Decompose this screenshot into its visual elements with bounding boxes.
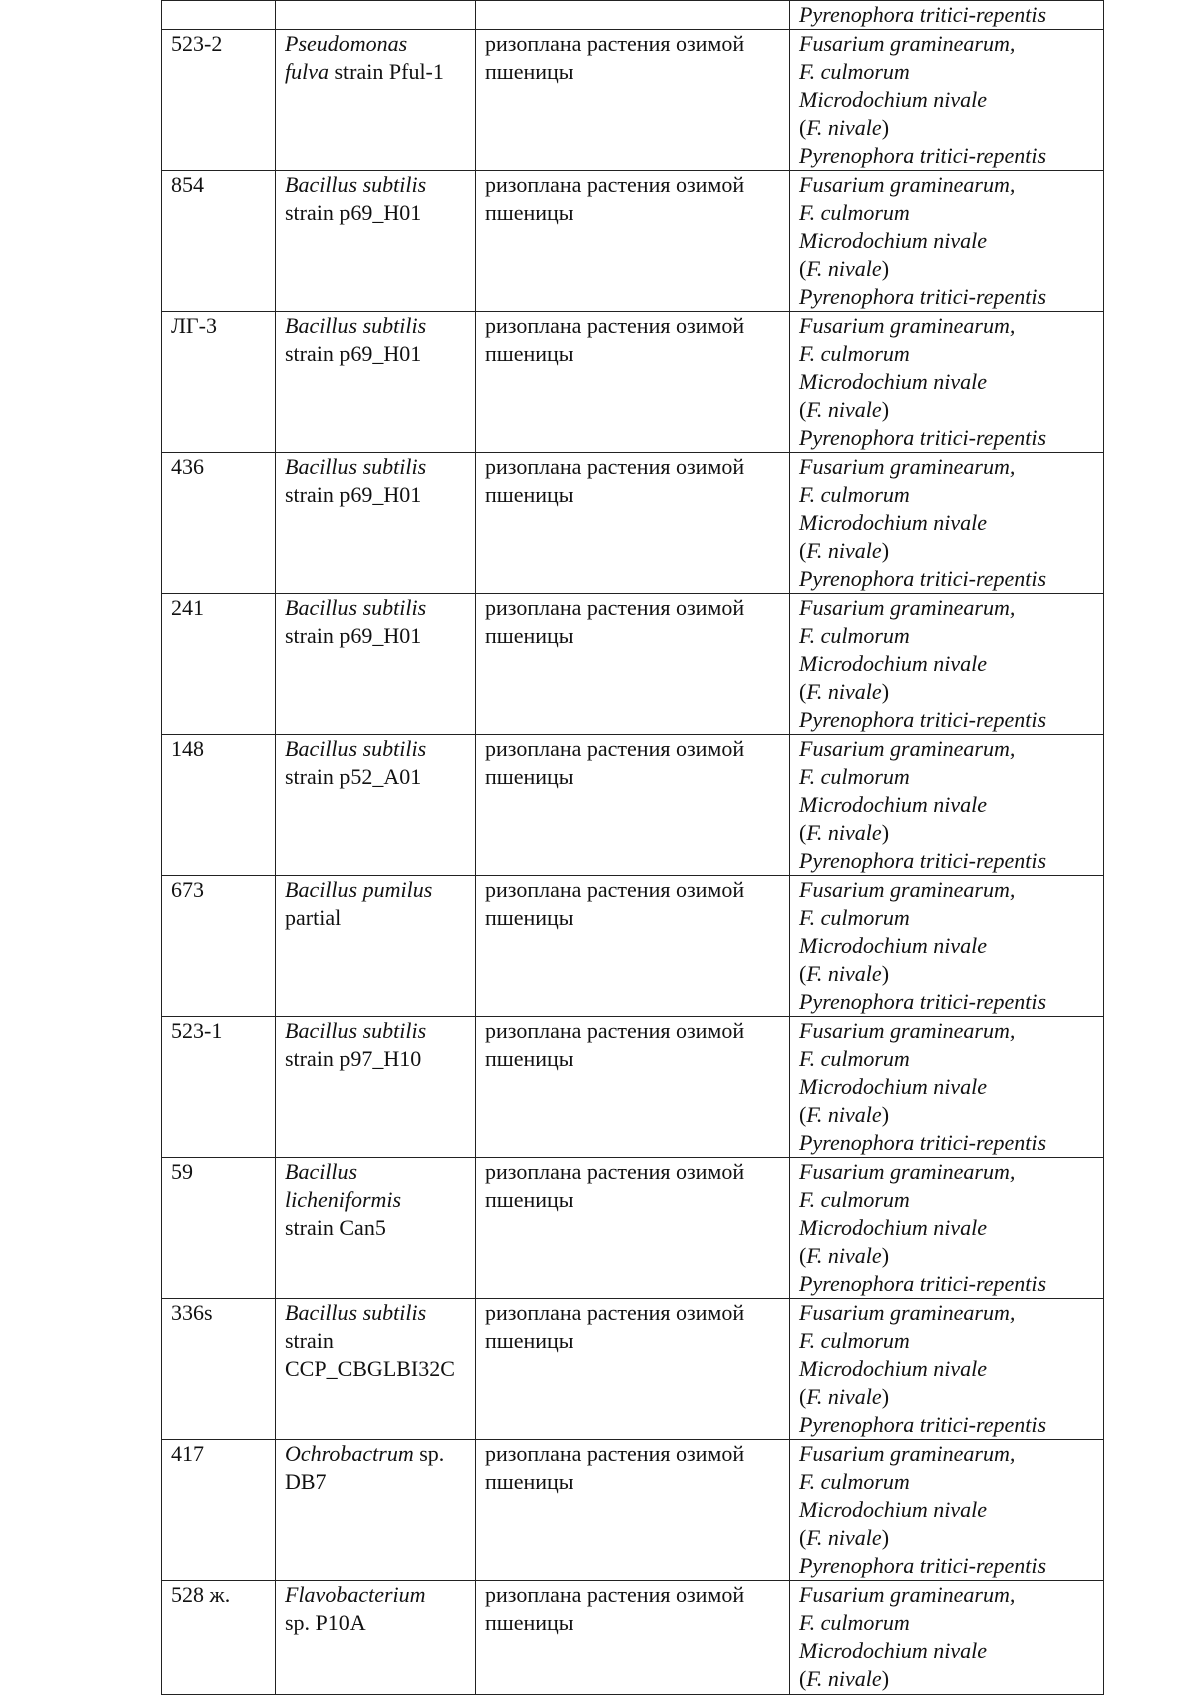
source-line: пшеницы [485,1610,574,1635]
organism-name [276,30,476,171]
pathogen-name [799,678,1094,706]
pathogen-name-text: F. nivale [806,115,882,140]
isolation-source [476,312,790,453]
isolation-source [476,453,790,594]
isolation-source [476,735,790,876]
pathogen-name: F. culmorum [799,59,910,84]
pathogen-name: F. culmorum [799,623,910,648]
pathogen-name: Pyrenophora tritici-repentis [799,989,1047,1014]
paren-open: ( [799,397,807,422]
organism-strain: strain p69_H01 [285,482,422,507]
pathogen-name: Microdochium nivale [799,87,987,112]
pathogen-name-text: F. nivale [806,1525,882,1550]
source-line: пшеницы [485,341,574,366]
table-row [162,1158,1104,1299]
organism-strain: strain p69_H01 [285,200,422,225]
pathogen-name: Pyrenophora tritici-repentis [799,1553,1047,1578]
pathogen-name-text: F. nivale [806,1384,882,1409]
pathogen-name: Fusarium graminearum, [799,1159,1016,1184]
organism-name [276,594,476,735]
paren-close: ) [881,1243,890,1268]
pathogen-name: F. culmorum [799,1187,910,1212]
pathogen-name: Fusarium graminearum, [799,1018,1016,1043]
source-line: пшеницы [485,200,574,225]
pathogen-name [799,1383,1094,1411]
pathogens-cell [790,1,1104,30]
pathogen-name-text: F. nivale [806,820,882,845]
paren-open: ( [799,820,807,845]
organism-line [285,1017,466,1045]
organism-genus-species: Flavobacterium [285,1582,426,1607]
pathogen-name: Pyrenophora tritici-repentis [799,2,1047,27]
source-line: ризоплана растения озимой [485,454,745,479]
source-line: ризоплана растения озимой [485,1441,745,1466]
paren-open: ( [799,1243,807,1268]
source-line: ризоплана растения озимой [485,313,745,338]
strain-id-cell [162,1,276,30]
organism-line [285,1609,466,1637]
pathogen-name: Microdochium nivale [799,1074,987,1099]
pathogen-name: F. culmorum [799,200,910,225]
table-row [162,171,1104,312]
pathogens-list [790,312,1104,453]
isolation-source [476,1440,790,1581]
strain-id: 417 [162,1440,276,1581]
organism-line [285,340,466,368]
table-row [162,30,1104,171]
organism-line [285,1214,466,1242]
pathogen-name [799,819,1094,847]
organism-genus-species: Bacillus [285,1159,358,1184]
paren-open: ( [799,256,807,281]
organism-line [285,622,466,650]
pathogens-list [790,594,1104,735]
pathogen-name: Fusarium graminearum, [799,313,1016,338]
organism-name [276,1440,476,1581]
strain-id: 336s [162,1299,276,1440]
pathogen-name [799,396,1094,424]
table-row [162,594,1104,735]
organism-line [285,735,466,763]
organism-genus-species: Bacillus subtilis [285,736,427,761]
paren-open: ( [799,1666,807,1691]
source-line: ризоплана растения озимой [485,1300,745,1325]
organism-name [276,453,476,594]
pathogen-name [799,1101,1094,1129]
pathogen-name: F. culmorum [799,482,910,507]
strain-id: 528 ж. [162,1581,276,1695]
strain-id: ЛГ-3 [162,312,276,453]
pathogen-name [799,537,1094,565]
organism-genus-species: fulva [285,59,329,84]
organism-strain: DB7 [285,1469,327,1494]
pathogen-name: Microdochium nivale [799,1638,987,1663]
organism-line [285,1468,466,1496]
pathogen-name: Pyrenophora tritici-repentis [799,707,1047,732]
table-row [162,453,1104,594]
organism-strain: partial [285,905,342,930]
pathogen-name: F. culmorum [799,764,910,789]
paren-close: ) [881,538,890,563]
organism-line [285,30,466,58]
table-row [162,1581,1104,1695]
strain-id: 148 [162,735,276,876]
isolation-source [476,594,790,735]
pathogens-list [790,1440,1104,1581]
organism-line [285,312,466,340]
pathogen-name: Microdochium nivale [799,651,987,676]
organism-strain: CCP_CBGLBI32C [285,1356,455,1381]
source-line: пшеницы [485,482,574,507]
organism-line [285,1355,466,1383]
strain-id: 673 [162,876,276,1017]
organism-line [285,1440,466,1468]
organism-line [285,1158,466,1186]
paren-open: ( [799,679,807,704]
pathogen-name: Fusarium graminearum, [799,877,1016,902]
pathogen-name: Fusarium graminearum, [799,1582,1016,1607]
organism-name [276,735,476,876]
pathogen-name: Microdochium nivale [799,228,987,253]
pathogen-name: Microdochium nivale [799,933,987,958]
source-line: пшеницы [485,764,574,789]
paren-close: ) [881,1384,890,1409]
organism-line [285,199,466,227]
pathogen-name-text: F. nivale [806,1666,882,1691]
paren-close: ) [881,1102,890,1127]
pathogen-name-text: F. nivale [806,256,882,281]
organism-genus-species: Bacillus subtilis [285,595,427,620]
organism-strain: strain Can5 [285,1215,386,1240]
pathogen-name: F. culmorum [799,1610,910,1635]
organism-genus-species: Bacillus pumilus [285,877,433,902]
organism-strain: strain p69_H01 [285,341,422,366]
table-row-continued [162,1,1104,30]
source-line: пшеницы [485,623,574,648]
organism-line [285,904,466,932]
pathogen-name-text: F. nivale [806,961,882,986]
source-line: ризоплана растения озимой [485,1159,745,1184]
pathogen-name: Fusarium graminearum, [799,31,1016,56]
organism-genus-species: Bacillus subtilis [285,172,427,197]
pathogen-name [799,1665,1094,1693]
pathogen-name: Fusarium graminearum, [799,595,1016,620]
table-row [162,1299,1104,1440]
pathogen-name [799,255,1094,283]
organism-genus-species: Bacillus subtilis [285,1018,427,1043]
organism-cell [276,1,476,30]
strain-id: 523-1 [162,1017,276,1158]
paren-close: ) [881,961,890,986]
pathogen-name [799,1524,1094,1552]
pathogens-list [790,1017,1104,1158]
source-line: пшеницы [485,59,574,84]
strains-table [161,0,1104,1695]
source-line: пшеницы [485,1469,574,1494]
isolation-source [476,876,790,1017]
organism-line [285,594,466,622]
paren-close: ) [881,679,890,704]
pathogen-name: Fusarium graminearum, [799,454,1016,479]
organism-strain: sp. [413,1441,445,1466]
organism-strain: strain p97_H10 [285,1046,422,1071]
strain-id: 436 [162,453,276,594]
organism-line [285,1299,466,1327]
source-line: пшеницы [485,1328,574,1353]
organism-line [285,1045,466,1073]
pathogen-name [799,960,1094,988]
organism-line [285,171,466,199]
pathogen-name: F. culmorum [799,1469,910,1494]
table-row [162,1017,1104,1158]
pathogen-name: Pyrenophora tritici-repentis [799,566,1047,591]
source-line: пшеницы [485,1187,574,1212]
pathogens-list [790,1299,1104,1440]
pathogen-name: F. culmorum [799,905,910,930]
table-row [162,312,1104,453]
organism-line [285,763,466,791]
paren-close: ) [881,820,890,845]
table-row [162,1440,1104,1581]
source-cell [476,1,790,30]
isolation-source [476,1581,790,1695]
organism-line [285,481,466,509]
pathogen-name: Microdochium nivale [799,1497,987,1522]
organism-line [285,876,466,904]
pathogen-name [799,1242,1094,1270]
pathogen-name: Microdochium nivale [799,369,987,394]
pathogen-name: Microdochium nivale [799,510,987,535]
organism-line [285,1327,466,1355]
table-row [162,876,1104,1017]
pathogen-name: Microdochium nivale [799,1215,987,1240]
pathogen-name-text: F. nivale [806,538,882,563]
pathogen-name: Pyrenophora tritici-repentis [799,1130,1047,1155]
organism-name [276,1158,476,1299]
pathogen-name: F. culmorum [799,341,910,366]
paren-open: ( [799,1102,807,1127]
organism-name [276,1581,476,1695]
pathogens-list [790,735,1104,876]
organism-line [285,453,466,481]
pathogen-name: Fusarium graminearum, [799,1441,1016,1466]
source-line: ризоплана растения озимой [485,595,745,620]
pathogen-name-text: F. nivale [806,679,882,704]
paren-close: ) [881,1525,890,1550]
isolation-source [476,30,790,171]
pathogen-name-text: F. nivale [806,397,882,422]
organism-name [276,876,476,1017]
organism-strain: strain p52_A01 [285,764,422,789]
pathogen-name: Pyrenophora tritici-repentis [799,284,1047,309]
isolation-source [476,1158,790,1299]
organism-genus-species: Pseudomonas [285,31,408,56]
strain-id: 523-2 [162,30,276,171]
pathogen-name: Fusarium graminearum, [799,736,1016,761]
pathogen-name-text: F. nivale [806,1102,882,1127]
pathogens-list [790,30,1104,171]
pathogen-name: Fusarium graminearum, [799,172,1016,197]
pathogens-list [790,876,1104,1017]
organism-name [276,1017,476,1158]
paren-open: ( [799,1525,807,1550]
organism-genus-species: Ochrobactrum [285,1441,414,1466]
organism-genus-species: Bacillus subtilis [285,454,427,479]
organism-line [285,1186,466,1214]
source-line: ризоплана растения озимой [485,31,745,56]
pathogens-list [790,453,1104,594]
strain-id: 59 [162,1158,276,1299]
pathogen-name: Microdochium nivale [799,1356,987,1381]
pathogen-name: Microdochium nivale [799,792,987,817]
strains-table-body [162,1,1104,1695]
isolation-source [476,171,790,312]
pathogen-name: Pyrenophora tritici-repentis [799,143,1047,168]
organism-strain: sp. P10A [285,1610,366,1635]
table-row [162,735,1104,876]
pathogen-name: Pyrenophora tritici-repentis [799,848,1047,873]
source-line: ризоплана растения озимой [485,877,745,902]
isolation-source [476,1299,790,1440]
pathogen-name: Pyrenophora tritici-repentis [799,425,1047,450]
organism-line [285,58,466,86]
organism-name [276,1299,476,1440]
paren-open: ( [799,1384,807,1409]
organism-line [285,1581,466,1609]
pathogen-name: Pyrenophora tritici-repentis [799,1412,1047,1437]
strain-id: 854 [162,171,276,312]
paren-open: ( [799,961,807,986]
organism-genus-species: Bacillus subtilis [285,1300,427,1325]
paren-open: ( [799,538,807,563]
paren-open: ( [799,115,807,140]
source-line: ризоплана растения озимой [485,1018,745,1043]
source-line: ризоплана растения озимой [485,172,745,197]
pathogen-name-text: F. nivale [806,1243,882,1268]
pathogen-name: F. culmorum [799,1328,910,1353]
paren-close: ) [881,256,890,281]
source-line: пшеницы [485,1046,574,1071]
paren-close: ) [881,1666,890,1691]
pathogens-list [790,1158,1104,1299]
pathogen-name: Pyrenophora tritici-repentis [799,1271,1047,1296]
source-line: ризоплана растения озимой [485,1582,745,1607]
paren-close: ) [881,397,890,422]
strain-id: 241 [162,594,276,735]
organism-strain: strain p69_H01 [285,623,422,648]
pathogens-list [790,171,1104,312]
organism-genus-species: licheniformis [285,1187,402,1212]
organism-genus-species: Bacillus subtilis [285,313,427,338]
organism-strain: strain Pful-1 [329,59,444,84]
pathogen-name: F. culmorum [799,1046,910,1071]
paren-close: ) [881,115,890,140]
source-line: ризоплана растения озимой [485,736,745,761]
pathogen-name [799,114,1094,142]
isolation-source [476,1017,790,1158]
source-line: пшеницы [485,905,574,930]
organism-strain: strain [285,1328,334,1353]
organism-name [276,312,476,453]
pathogen-name: Fusarium graminearum, [799,1300,1016,1325]
pathogens-list [790,1581,1104,1695]
organism-name [276,171,476,312]
